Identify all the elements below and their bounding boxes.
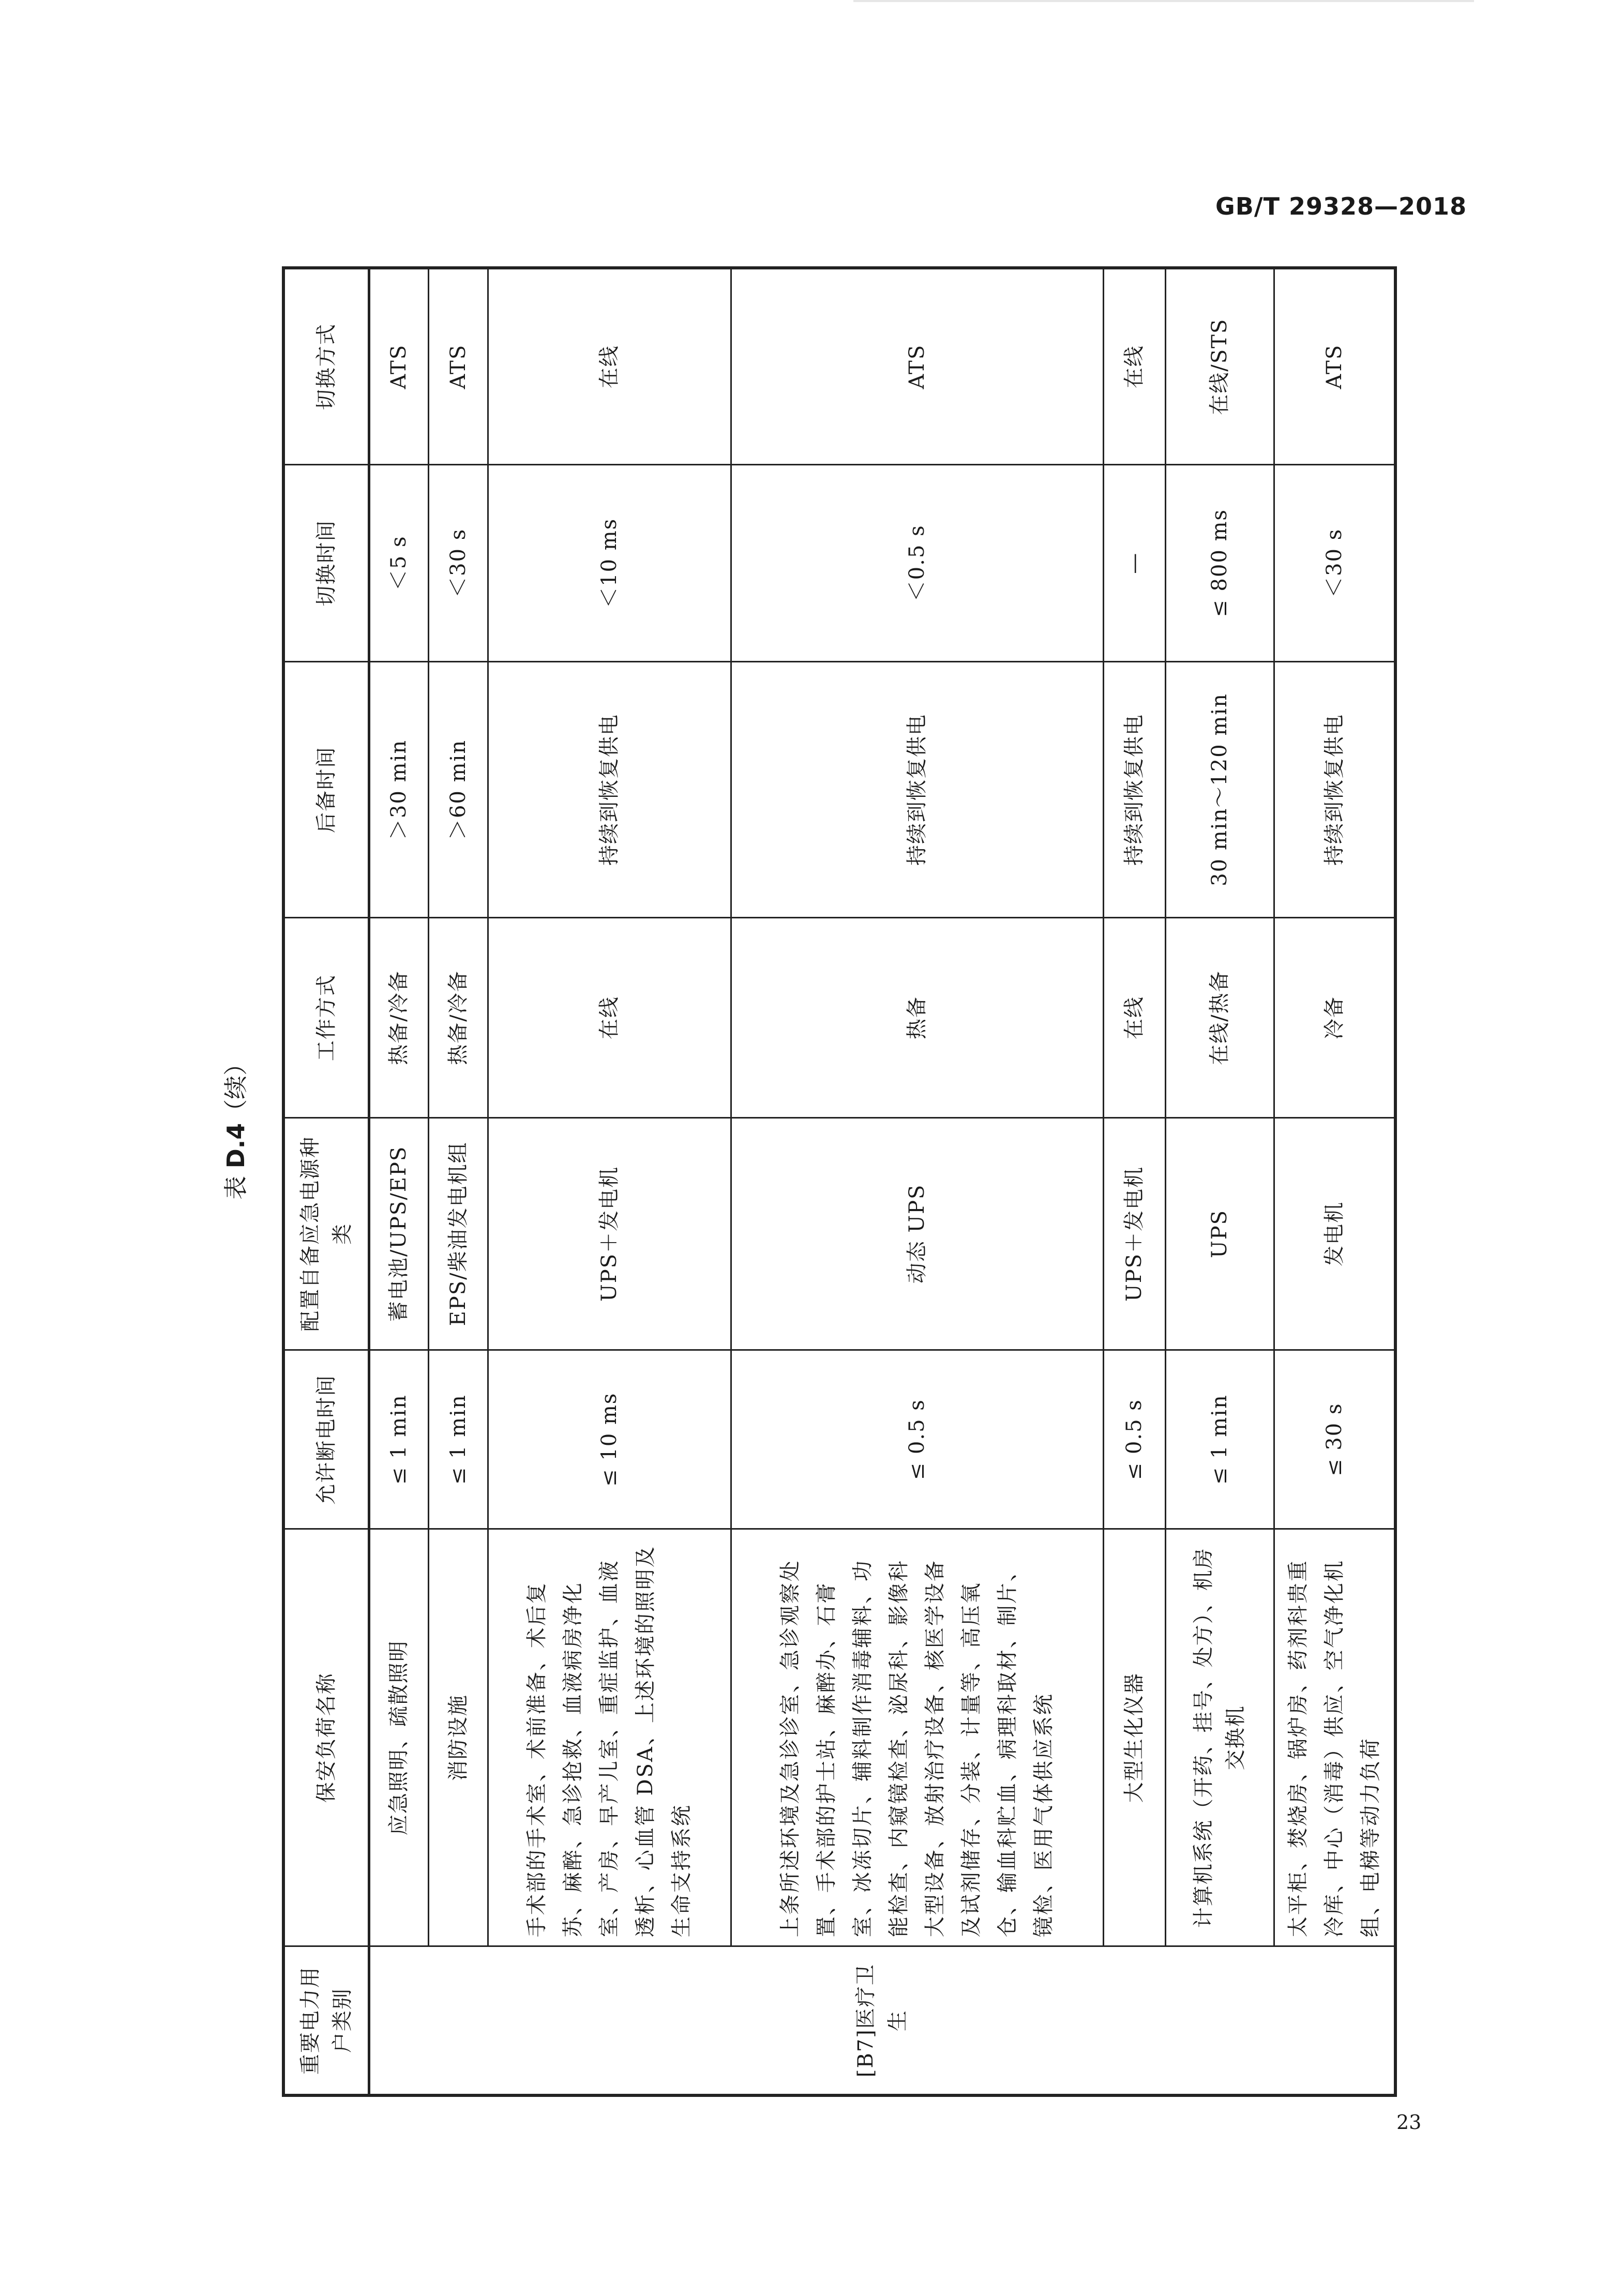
source-cell: 蓄电池/UPS/EPS [369, 1117, 428, 1350]
source-cell: UPS＋发电机 [488, 1117, 731, 1350]
backup-cell: 持续到恢复供电 [488, 661, 731, 918]
backup-cell: 持续到恢复供电 [731, 661, 1103, 918]
header-user-category: 重要电力用户类别 [283, 1946, 369, 2095]
header-switch-time: 切换时间 [283, 465, 369, 661]
switch-mode-cell: ATS [428, 268, 488, 465]
header-power-source: 配置自备应急电源种类 [283, 1117, 369, 1350]
switch-time-cell: ＜5 s [369, 465, 428, 661]
header-work-mode: 工作方式 [283, 918, 369, 1117]
rotated-table-container [282, 266, 1394, 2097]
mode-cell [731, 918, 1103, 1117]
switch-time-cell: ＜10 ms [488, 465, 731, 661]
standard-code: GB/T 29328—2018 [1215, 192, 1467, 220]
table-row [428, 268, 488, 2095]
table-row [488, 268, 731, 2095]
data-table [282, 266, 1397, 2097]
category-cell: [B7]医疗卫生 [369, 1946, 1395, 2095]
page-number: 23 [1396, 2111, 1422, 2134]
header-switch-mode: 切换方式 [283, 268, 369, 465]
load-cell: 应急照明、疏散照明 [369, 1529, 428, 1946]
switch-mode-cell: ATS [1274, 268, 1395, 465]
interrupt-cell: ≤ 30 s [1274, 1350, 1395, 1529]
table-caption [217, 1051, 250, 1200]
header-interrupt-time: 允许断电时间 [283, 1350, 369, 1529]
backup-cell: ＞30 min [369, 661, 428, 918]
load-cell: 手术部的手术室、术前准备、术后复苏、麻醉、急诊抢救、血液病房净化室、产房、早产儿室、重症监护、血液透析、心血管 DSA、上述环境的照明及生命支持系统 [488, 1529, 731, 1946]
switch-mode-cell: ATS [731, 268, 1103, 465]
load-cell: 上条所述环境及急诊诊室、急诊观察处置、手术部的护士站、麻醉办、石膏室、冰冻切片、辅料制作消毒辅料、功能检查、内窥镜检查、泌尿科、影像科大型设备、放射治疗设备、核医学设备及试剂储存、分装、计量等、高压氧仓、输血科贮血、病理科取材、制片、镜检、医用气体供应系统 [731, 1529, 1103, 1946]
table-row [1103, 268, 1165, 2095]
interrupt-cell: ≤ 10 ms [488, 1350, 731, 1529]
source-cell: 动态 UPS [731, 1117, 1103, 1350]
interrupt-cell: ≤ 0.5 s [1103, 1350, 1165, 1529]
mode-cell: 在线 [488, 918, 731, 1117]
switch-mode-cell: 在线 [1103, 268, 1165, 465]
backup-cell: 持续到恢复供电 [1103, 661, 1165, 918]
switch-time-cell: ＜0.5 s [731, 465, 1103, 661]
mode-cell: 热备/冷备 [428, 918, 488, 1117]
switch-time-cell: — [1103, 465, 1165, 661]
table-row [369, 268, 428, 2095]
source-cell: UPS＋发电机 [1103, 1117, 1165, 1350]
source-cell: EPS/柴油发电机组 [428, 1117, 488, 1350]
page-top-border [853, 0, 1474, 2]
caption-suffix: （续） [222, 1051, 250, 1123]
caption-prefix: 表 [222, 1168, 250, 1200]
switch-mode-cell: 在线 [488, 268, 731, 465]
source-cell: UPS [1165, 1117, 1274, 1350]
table-header-row [283, 268, 369, 2095]
backup-cell: 持续到恢复供电 [1274, 661, 1395, 918]
switch-mode-cell: ATS [369, 268, 428, 465]
caption-number: D.4 [222, 1123, 250, 1169]
header-backup-time: 后备时间 [283, 661, 369, 918]
source-cell: 发电机 [1274, 1117, 1395, 1350]
header-load-name: 保安负荷名称 [283, 1529, 369, 1946]
load-cell: 消防设施 [428, 1529, 488, 1946]
interrupt-cell: ≤ 1 min [369, 1350, 428, 1529]
load-cell: 大型生化仪器 [1103, 1529, 1165, 1946]
switch-time-cell: ≤ 800 ms [1165, 465, 1274, 661]
interrupt-cell: ≤ 1 min [1165, 1350, 1274, 1529]
backup-cell: 30 min～120 min [1165, 661, 1274, 918]
switch-time-cell: ＜30 s [428, 465, 488, 661]
interrupt-cell: ≤ 1 min [428, 1350, 488, 1529]
switch-time-cell: ＜30 s [1274, 465, 1395, 661]
table-row [731, 268, 1103, 2095]
mode-cell: 冷备 [1274, 918, 1395, 1117]
interrupt-cell: ≤ 0.5 s [731, 1350, 1103, 1529]
table-row [1274, 268, 1395, 2095]
table-row [1165, 268, 1274, 2095]
load-cell: 计算机系统（开药、挂号、处方）、机房交换机 [1165, 1529, 1274, 1946]
mode-cell: 在线 [1103, 918, 1165, 1117]
mode-cell: 热备/冷备 [369, 918, 428, 1117]
switch-mode-cell: 在线/STS [1165, 268, 1274, 465]
mode-cell: 在线/热备 [1165, 918, 1274, 1117]
load-cell: 太平柜、焚烧房、锅炉房、药剂科贵重冷库、中心（消毒）供应、空气净化机组、电梯等动力负荷 [1274, 1529, 1395, 1946]
mode-text: 热备 [905, 995, 929, 1039]
backup-cell: ＞60 min [428, 661, 488, 918]
